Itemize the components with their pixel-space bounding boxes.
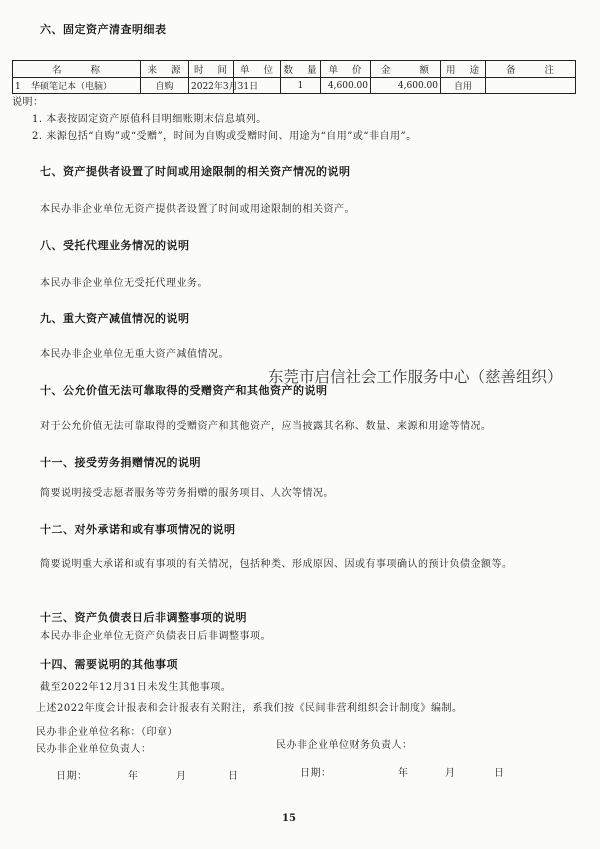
organization-name-overlay: 东莞市启信社会工作服务中心（慈善组织） [268,368,563,386]
header-quantity: 数 量 [281,61,321,78]
section-9-heading: 九、重大资产减值情况的说明 [40,312,190,325]
row-index: 1 [15,82,21,92]
section-7-body: 本民办非企业单位无资产提供者设置了时间或用途限制的相关资产。 [40,204,355,215]
org-head-label: 民办非企业单位负责人： [36,744,152,755]
header-amount: 金 额 [371,61,441,78]
page-number: 15 [282,813,296,824]
section-7-heading: 七、资产提供者设置了时间或用途限制的相关资产情况的说明 [40,165,351,178]
section-11-heading: 十一、接受劳务捐赠情况的说明 [40,456,201,469]
section-8-heading: 八、受托代理业务情况的说明 [40,239,190,252]
cell-unit-price: 4,600.00 [321,78,371,94]
cell-time: 2022年3月31日 [189,78,234,94]
section-10-heading: 十、公允价值无法可靠取得的受赠资产和其他资产的说明 [40,384,328,397]
table-header-row [13,61,576,78]
section-14-body: 截至2022年12月31日未发生其他事项。 [40,682,232,693]
finance-head-label: 民办非企业单位财务负责人： [276,740,413,751]
cell-source: 自购 [141,78,189,94]
header-note: 备 注 [486,61,576,78]
date-year-right: 年 [398,768,409,779]
date-label-right: 日期： [300,768,332,779]
section-14-heading: 十四、需要说明的其他事项 [40,658,178,671]
section-12-body: 简要说明重大承诺和或有事项的有关情况，包括种类、形成原因、因或有事项确认的预计负债金额等。 [40,559,513,570]
cell-quantity: 1 [281,78,321,94]
header-source: 来 源 [141,61,189,78]
header-use: 用 途 [441,61,486,78]
cell-use: 自用 [441,78,486,94]
note-item-2: 2. 来源包括“自购”或“受赠”，时间为自购或受赠时间、用途为“自用”或“非自用”。 [32,131,417,142]
date-day-right: 日 [494,768,505,779]
section-6-heading: 六、固定资产清查明细表 [40,23,167,36]
section-12-heading: 十二、对外承诺和或有事项情况的说明 [40,523,236,536]
table-row [13,78,576,94]
header-name: 名 称 [13,61,141,78]
closing-statement: 上述2022年度会计报表和会计报表有关附注，系我们按《民间非营利组织会计制度》编制。 [36,703,463,714]
note-item-1: 1. 本表按固定资产原值科目明细账期末信息填列。 [32,114,267,125]
date-year-left: 年 [128,771,139,782]
section-11-body: 简要说明接受志愿者服务等劳务捐赠的服务项目、人次等情况。 [40,488,334,499]
section-13-body: 本民办非企业单位无资产负债表日后非调整事项。 [40,631,271,642]
header-time: 时 间 [189,61,234,78]
notes-label: 说明： [12,97,44,108]
header-unit: 单 位 [234,61,281,78]
date-month-left: 月 [176,771,187,782]
date-label-left: 日期： [56,771,88,782]
cell-amount: 4,600.00 [371,78,441,94]
date-month-right: 月 [445,768,456,779]
section-13-heading: 十三、资产负债表日后非调整事项的说明 [40,611,247,624]
asset-name: 华硕笔记本（电脑） [31,82,113,92]
org-name-label: 民办非企业单位名称：（印章） [36,727,178,738]
section-10-body: 对于公允价值无法可靠取得的受赠资产和其他资产，应当披露其名称、数量、来源和用途等情况。 [40,421,492,432]
header-unit-price: 单 价 [321,61,371,78]
cell-note [486,78,576,94]
cell-name [13,78,141,94]
section-9-body: 本民办非企业单位无重大资产减值情况。 [40,349,229,360]
section-8-body: 本民办非企业单位无受托代理业务。 [40,278,208,289]
fixed-assets-table [12,60,576,94]
date-day-left: 日 [228,771,239,782]
